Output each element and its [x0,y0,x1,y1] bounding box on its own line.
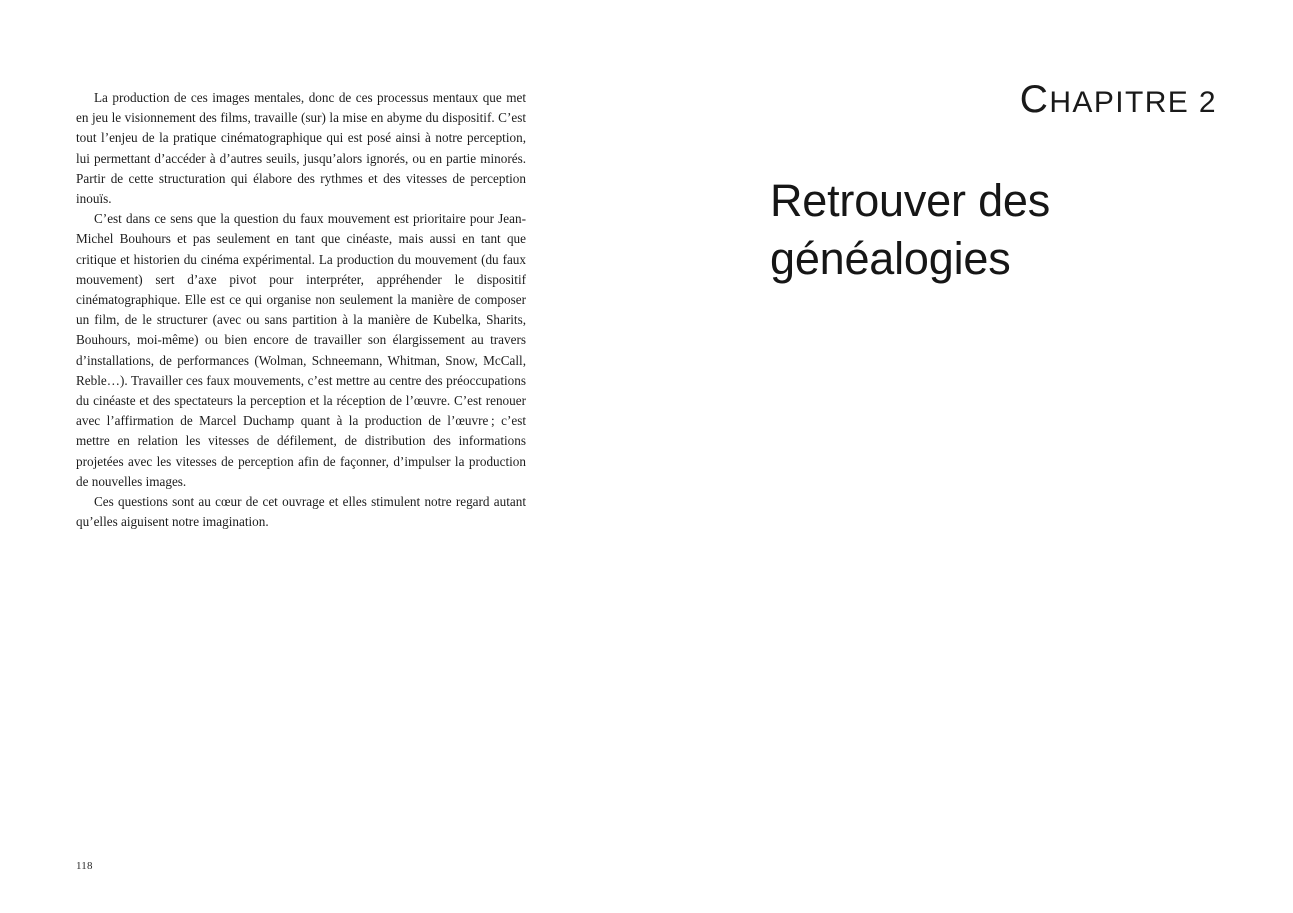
verso-page [0,0,646,913]
paragraph: C’est dans ce sens que la question du faux mouvement est prioritaire pour Jean-Michel Bouhours et pas seulement en tant que cinéaste, mais aussi en tant que critique et historien du cinéma expérimental. La production du mouvement (du faux mouvement) sert d’axe pivot pour interpréter, appréhender le dispositif cinématographique. Elle est ce qui organise non seulement la manière de composer un film, de le structurer (avec ou sans partition à la manière de Kubelka, Sharits, Bouhours, moi-même) ou bien encore de travailler son élargissement au travers d’installations, de performances (Wolman, Schneemann, Whitman, Snow, McCall, Reble…). Travailler ces faux mouvements, c’est mettre au centre des préoccupations du cinéaste et des spectateurs la perception et la réception de l’œuvre. C’est renouer avec l’affirmation de Marcel Duchamp quant à la production de l’œuvre ; c’est mettre en relation les vitesses de défilement, de distribution des informations projetées avec les vitesses de perception afin de façonner, d’impulser la production de nouvelles images. [76,211,526,489]
page-number: 118 [76,860,93,872]
chapter-title-line-2: généalogies [770,233,1011,284]
chapter-number-heading [1020,78,1217,122]
chapter-title [770,172,1210,288]
body-text-column [76,88,526,532]
chapter-title-line-1: Retrouver des [770,175,1051,226]
recto-page [646,0,1293,913]
chapter-label-rest: HAPITRE 2 [1049,86,1217,119]
paragraph: Ces questions sont au cœur de cet ouvrage et elles stimulent notre regard autant qu’elles aiguisent notre imagination. [76,494,526,530]
chapter-label-initial: C [1019,78,1050,121]
paragraph: La production de ces images mentales, donc de ces processus mentaux que met en jeu le visionnement des films, travaille (sur) la mise en abyme du dispositif. C’est tout l’enjeu de la pratique cinématographique qui est posé ainsi à notre perception, lui permettant d’accéder à d’autres seuils, jusqu’alors ignorés, ou en partie minorés. Partir de cette structuration qui élabore des rythmes et des vitesses de perception inouïs. [76,90,526,207]
